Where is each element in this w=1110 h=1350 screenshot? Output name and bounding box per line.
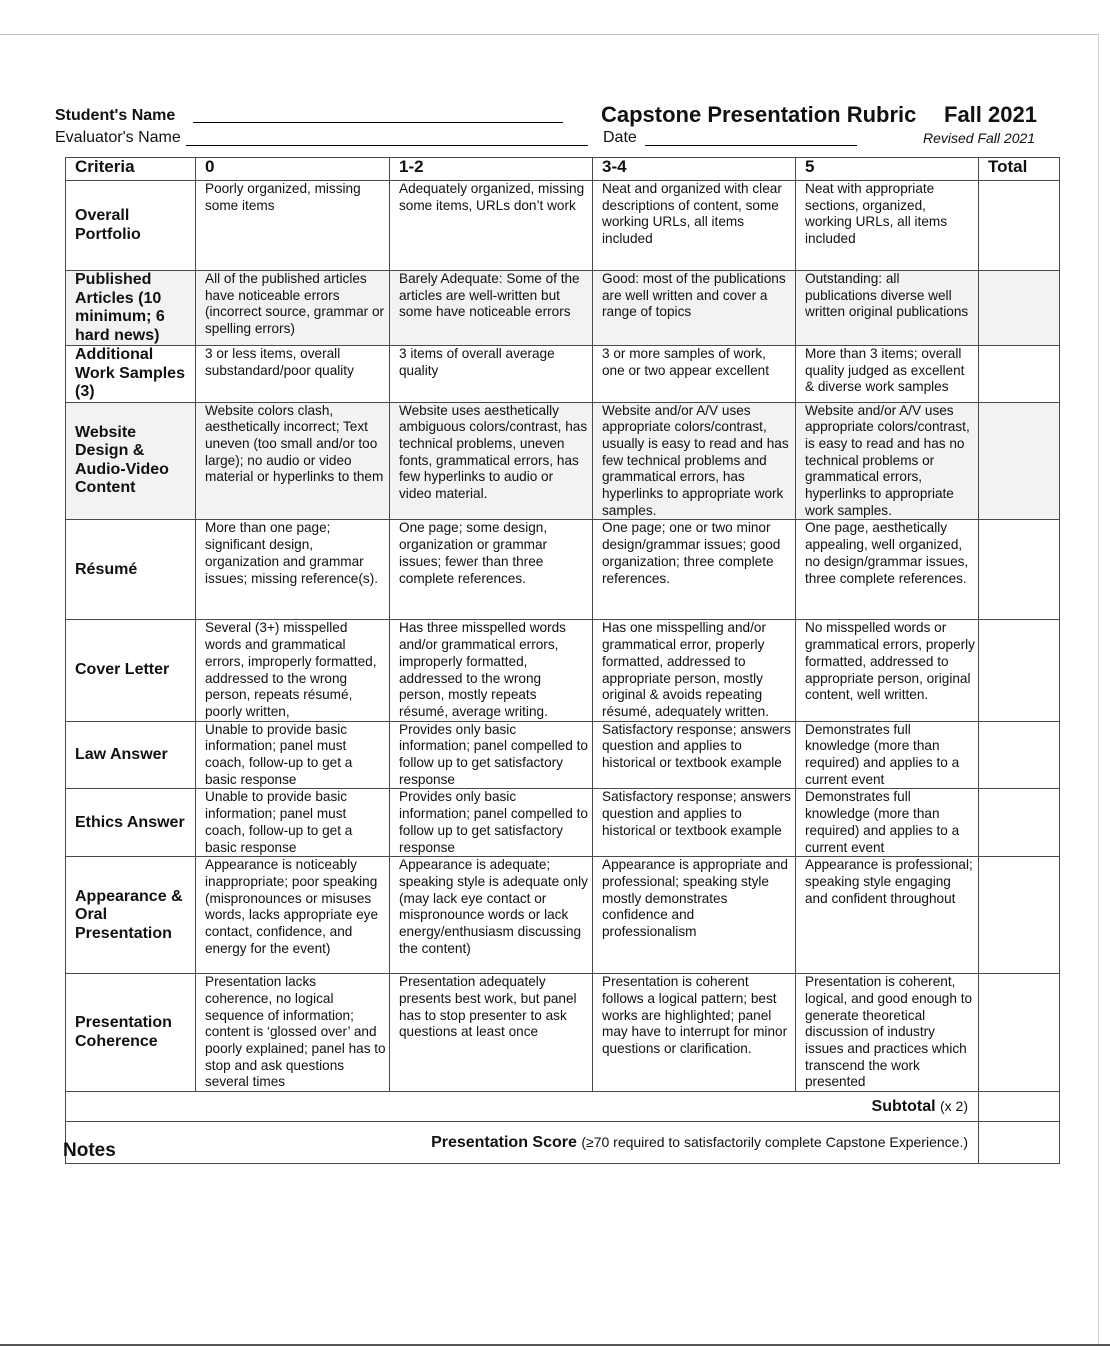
table-row <box>66 857 1060 974</box>
score-1-2-cell: Has three misspelled words and/or grammatical errors, improperly formatted, addressed to the wrong person, mostly repeats résumé, average writing. <box>390 620 593 721</box>
revised-note: Revised Fall 2021 <box>923 130 1036 146</box>
score-3-4-cell: Has one misspelling and/or grammatical error, properly formatted, addressed to appropriate person, mostly original & avoids repeating résumé, adequately written. <box>593 620 796 721</box>
score-5-cell: Website and/or A/V uses appropriate colors/contrast, is easy to read and has no technical problems or grammatical errors, hyperlinks to appropriate work samples. <box>796 402 979 520</box>
evaluator-name-label: Evaluator's Name <box>55 129 181 146</box>
criteria-cell: Ethics Answer <box>66 789 196 857</box>
total-cell[interactable] <box>979 721 1060 789</box>
score-5-cell: Demonstrates full knowledge (more than required) and applies to a current event <box>796 721 979 789</box>
score-1-2-cell: Website uses aesthetically ambiguous colors/contrast, has technical problems, uneven fonts, grammatical errors, has few hyperlinks to audio or video material. <box>390 402 593 520</box>
score-5-cell: Outstanding: all publications diverse well written original publications <box>796 271 979 346</box>
column-header-total: Total <box>979 158 1060 181</box>
criteria-cell: Additional Work Samples (3) <box>66 346 196 403</box>
table-header-row <box>66 158 1060 181</box>
score-0-cell: Unable to provide basic information; panel must coach, follow-up to get a basic response <box>196 789 390 857</box>
score-0-cell: Several (3+) misspelled words and grammatical errors, improperly formatted, addressed to the wrong person, repeats résumé, poorly written, <box>196 620 390 721</box>
score-0-cell: 3 or less items, overall substandard/poor quality <box>196 346 390 403</box>
date-label: Date <box>603 129 637 146</box>
page-top-border <box>0 34 1098 35</box>
score-1-2-cell: Barely Adequate: Some of the articles are well-written but some have noticeable errors <box>390 271 593 346</box>
total-cell[interactable] <box>979 520 1060 620</box>
score-3-4-cell: Website and/or A/V uses appropriate colors/contrast, usually is easy to read and has few technical problems and grammatical errors, has hyperlinks to appropriate work samples. <box>593 402 796 520</box>
table-row <box>66 620 1060 721</box>
score-1-2-cell: Presentation adequately presents best work, but panel has to stop presenter to ask questions at least once <box>390 974 593 1092</box>
score-5-cell: No misspelled words or grammatical errors, properly formatted, addressed to appropriate person, original content, well written. <box>796 620 979 721</box>
score-3-4-cell: Satisfactory response; answers question and applies to historical or textbook example <box>593 721 796 789</box>
score-5-cell: Presentation is coherent, logical, and good enough to generate theoretical discussion of industry issues and practices which transcend the work presented <box>796 974 979 1092</box>
subtotal-label-cell <box>66 1092 979 1122</box>
score-1-2-cell: Appearance is adequate; speaking style is adequate only (may lack eye contact or mispronounce words or lack energy/enthusiasm discussing the content) <box>390 857 593 974</box>
criteria-cell: Website Design & Audio-Video Content <box>66 402 196 520</box>
column-header-1-2: 1-2 <box>390 158 593 181</box>
score-1-2-cell: Provides only basic information; panel compelled to follow up to get satisfactory response <box>390 789 593 857</box>
total-cell[interactable] <box>979 181 1060 271</box>
column-header-5: 5 <box>796 158 979 181</box>
score-0-cell: Website colors clash, aesthetically incorrect; Text uneven (too small and/or too large); no audio or video material or hyperlinks to them <box>196 402 390 520</box>
table-row <box>66 520 1060 620</box>
rubric-table <box>65 157 1060 1164</box>
total-cell[interactable] <box>979 402 1060 520</box>
presentation-score-label: Presentation Score <box>431 1133 577 1151</box>
presentation-score-note: (≥70 required to satisfactorily complete Capstone Experience.) <box>581 1133 968 1150</box>
criteria-cell: Presentation Coherence <box>66 974 196 1092</box>
page-bottom-border <box>0 1344 1110 1346</box>
score-3-4-cell: Presentation is coherent follows a logical pattern; best works are highlighted; panel may have to interrupt for minor questions or clarification. <box>593 974 796 1092</box>
criteria-cell: Published Articles (10 minimum; 6 hard news) <box>66 271 196 346</box>
rubric-term: Fall 2021 <box>944 102 1037 127</box>
presentation-score-row <box>66 1122 1060 1164</box>
score-3-4-cell: 3 or more samples of work, one or two appear excellent <box>593 346 796 403</box>
score-1-2-cell: Adequately organized, missing some items, URLs don’t work <box>390 181 593 271</box>
score-1-2-cell: One page; some design, organization or grammar issues; fewer than three complete references. <box>390 520 593 620</box>
column-header-0: 0 <box>196 158 390 181</box>
criteria-cell: Appearance & Oral Presentation <box>66 857 196 974</box>
table-row <box>66 271 1060 346</box>
score-0-cell: Poorly organized, missing some items <box>196 181 390 271</box>
subtotal-multiplier: (x 2) <box>940 1097 968 1114</box>
student-name-label: Student's Name <box>55 107 176 124</box>
table-row <box>66 974 1060 1092</box>
table-row <box>66 346 1060 403</box>
score-5-cell: Neat with appropriate sections, organized, working URLs, all items included <box>796 181 979 271</box>
total-cell[interactable] <box>979 271 1060 346</box>
page-right-border <box>1098 34 1099 1344</box>
score-3-4-cell: Neat and organized with clear descriptions of content, some working URLs, all items included <box>593 181 796 271</box>
presentation-score-value-cell[interactable] <box>979 1122 1060 1164</box>
score-1-2-cell: 3 items of overall average quality <box>390 346 593 403</box>
score-0-cell: Unable to provide basic information; panel must coach, follow-up to get a basic response <box>196 721 390 789</box>
total-cell[interactable] <box>979 974 1060 1092</box>
table-row <box>66 402 1060 520</box>
total-cell[interactable] <box>979 857 1060 974</box>
score-5-cell: Appearance is professional; speaking style engaging and confident throughout <box>796 857 979 974</box>
score-3-4-cell: Appearance is appropriate and professional; speaking style mostly demonstrates confidence and professionalism <box>593 857 796 974</box>
evaluator-name-line[interactable] <box>186 145 588 146</box>
table-row <box>66 721 1060 789</box>
subtotal-value-cell[interactable] <box>979 1092 1060 1122</box>
score-0-cell: All of the published articles have noticeable errors (incorrect source, grammar or spelling errors) <box>196 271 390 346</box>
score-5-cell: Demonstrates full knowledge (more than required) and applies to a current event <box>796 789 979 857</box>
criteria-cell: Law Answer <box>66 721 196 789</box>
score-0-cell: Presentation lacks coherence, no logical sequence of information; content is ‘glossed over’ and poorly explained; panel has to stop and ask questions several times <box>196 974 390 1092</box>
column-header-criteria: Criteria <box>66 158 196 181</box>
column-header-3-4: 3-4 <box>593 158 796 181</box>
score-0-cell: Appearance is noticeably inappropriate; poor speaking (mispronounces or misuses words, lacks appropriate eye contact, confidence, and energy for the event) <box>196 857 390 974</box>
rubric-title: Capstone Presentation Rubric <box>601 102 917 127</box>
student-name-line[interactable] <box>193 122 563 123</box>
subtotal-row <box>66 1092 1060 1122</box>
table-row <box>66 789 1060 857</box>
score-3-4-cell: Good: most of the publications are well written and cover a range of topics <box>593 271 796 346</box>
total-cell[interactable] <box>979 620 1060 721</box>
criteria-cell: Cover Letter <box>66 620 196 721</box>
date-line[interactable] <box>645 145 857 146</box>
score-5-cell: More than 3 items; overall quality judged as excellent & diverse work samples <box>796 346 979 403</box>
total-cell[interactable] <box>979 346 1060 403</box>
score-1-2-cell: Provides only basic information; panel compelled to follow up to get satisfactory response <box>390 721 593 789</box>
notes-heading: Notes <box>63 1140 116 1161</box>
criteria-cell: Overall Portfolio <box>66 181 196 271</box>
score-3-4-cell: Satisfactory response; answers question and applies to historical or textbook example <box>593 789 796 857</box>
score-0-cell: More than one page; significant design, organization and grammar issues; missing reference(s). <box>196 520 390 620</box>
subtotal-label: Subtotal <box>871 1097 936 1115</box>
score-5-cell: One page, aesthetically appealing, well organized, no design/grammar issues, three complete references. <box>796 520 979 620</box>
presentation-score-label-cell <box>66 1122 979 1164</box>
score-3-4-cell: One page; one or two minor design/grammar issues; good organization; three complete references. <box>593 520 796 620</box>
total-cell[interactable] <box>979 789 1060 857</box>
criteria-cell: Résumé <box>66 520 196 620</box>
table-row <box>66 181 1060 271</box>
